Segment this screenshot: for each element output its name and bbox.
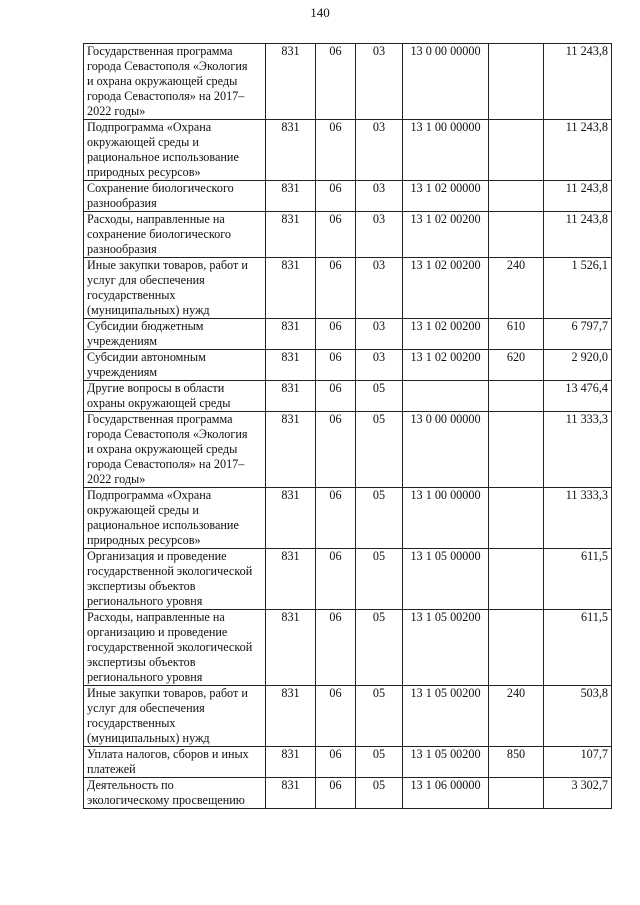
target-article-cell: 13 1 06 00000 (403, 778, 489, 809)
amount-cell: 11 243,8 (544, 120, 612, 181)
ministry-code-cell: 831 (266, 319, 316, 350)
item-name-line: государственных (87, 288, 176, 302)
section-code-cell: 06 (316, 778, 356, 809)
expense-type-cell (489, 610, 544, 686)
amount-cell: 3 302,7 (544, 778, 612, 809)
section-code-cell: 06 (316, 412, 356, 488)
expense-type-cell: 610 (489, 319, 544, 350)
amount-cell: 11 333,3 (544, 412, 612, 488)
expense-type-cell (489, 549, 544, 610)
item-name-line: Другие вопросы в области (87, 381, 225, 395)
ministry-code-cell: 831 (266, 610, 316, 686)
item-name-line: 2022 годы» (87, 104, 146, 118)
table-row (84, 778, 612, 809)
section-code-cell: 06 (316, 381, 356, 412)
item-name-line: рациональное использование (87, 150, 239, 164)
item-name-cell (84, 350, 266, 381)
item-name-line: города Севастополя» на 2017– (87, 89, 245, 103)
item-name-line: природных ресурсов» (87, 533, 201, 547)
subsection-code-cell: 03 (356, 44, 403, 120)
item-name-cell (84, 549, 266, 610)
table-row (84, 258, 612, 319)
item-name-line: 2022 годы» (87, 472, 146, 486)
expense-type-cell: 240 (489, 258, 544, 319)
ministry-code-cell: 831 (266, 44, 316, 120)
amount-cell: 6 797,7 (544, 319, 612, 350)
item-name-line: Организация и проведение (87, 549, 227, 563)
subsection-code-cell: 05 (356, 686, 403, 747)
subsection-code-cell: 05 (356, 778, 403, 809)
item-name-line: услуг для обеспечения (87, 273, 205, 287)
section-code-cell: 06 (316, 212, 356, 258)
target-article-cell: 13 1 02 00200 (403, 350, 489, 381)
item-name-line: государственной экологической (87, 640, 253, 654)
item-name-cell (84, 412, 266, 488)
budget-table (83, 43, 612, 809)
item-name-line: города Севастополя «Экология (87, 427, 248, 441)
ministry-code-cell: 831 (266, 747, 316, 778)
item-name-cell (84, 181, 266, 212)
table-row (84, 610, 612, 686)
item-name-line: государственной экологической (87, 564, 253, 578)
item-name-line: города Севастополя» на 2017– (87, 457, 245, 471)
table-row (84, 120, 612, 181)
page-number: 140 (310, 5, 330, 20)
table-row (84, 381, 612, 412)
expense-type-cell (489, 412, 544, 488)
subsection-code-cell: 03 (356, 120, 403, 181)
item-name-line: Сохранение биологического (87, 181, 234, 195)
amount-cell: 13 476,4 (544, 381, 612, 412)
target-article-cell: 13 1 05 00200 (403, 747, 489, 778)
item-name-cell (84, 212, 266, 258)
expense-type-cell: 620 (489, 350, 544, 381)
item-name-cell (84, 44, 266, 120)
item-name-line: разнообразия (87, 242, 157, 256)
section-code-cell: 06 (316, 610, 356, 686)
ministry-code-cell: 831 (266, 778, 316, 809)
target-article-cell: 13 1 00 00000 (403, 120, 489, 181)
item-name-line: и охрана окружающей среды (87, 74, 238, 88)
subsection-code-cell: 05 (356, 549, 403, 610)
table-row (84, 488, 612, 549)
subsection-code-cell: 03 (356, 350, 403, 381)
expense-type-cell (489, 381, 544, 412)
item-name-cell (84, 610, 266, 686)
item-name-cell (84, 747, 266, 778)
amount-cell: 2 920,0 (544, 350, 612, 381)
expense-type-cell (489, 120, 544, 181)
target-article-cell: 13 1 02 00000 (403, 181, 489, 212)
expense-type-cell (489, 488, 544, 549)
table-row (84, 350, 612, 381)
item-name-line: платежей (87, 762, 136, 776)
ministry-code-cell: 831 (266, 258, 316, 319)
target-article-cell: 13 1 05 00200 (403, 686, 489, 747)
item-name-line: услуг для обеспечения (87, 701, 205, 715)
target-article-cell: 13 1 02 00200 (403, 258, 489, 319)
ministry-code-cell: 831 (266, 120, 316, 181)
item-name-line: Субсидии бюджетным (87, 319, 204, 333)
table-row (84, 212, 612, 258)
item-name-line: Субсидии автономным (87, 350, 206, 364)
target-article-cell (403, 381, 489, 412)
table-row (84, 181, 612, 212)
item-name-line: охраны окружающей среды (87, 396, 231, 410)
section-code-cell: 06 (316, 181, 356, 212)
item-name-cell (84, 488, 266, 549)
amount-cell: 107,7 (544, 747, 612, 778)
item-name-line: (муниципальных) нужд (87, 731, 210, 745)
target-article-cell: 13 1 05 00200 (403, 610, 489, 686)
ministry-code-cell: 831 (266, 686, 316, 747)
table-row (84, 747, 612, 778)
table-row (84, 549, 612, 610)
item-name-line: окружающей среды и (87, 503, 199, 517)
section-code-cell: 06 (316, 319, 356, 350)
amount-cell: 611,5 (544, 549, 612, 610)
amount-cell: 11 243,8 (544, 44, 612, 120)
item-name-line: Подпрограмма «Охрана (87, 120, 212, 134)
subsection-code-cell: 05 (356, 412, 403, 488)
subsection-code-cell: 03 (356, 181, 403, 212)
amount-cell: 611,5 (544, 610, 612, 686)
item-name-line: учреждениям (87, 365, 158, 379)
item-name-line: города Севастополя «Экология (87, 59, 248, 73)
ministry-code-cell: 831 (266, 488, 316, 549)
item-name-line: Иные закупки товаров, работ и (87, 686, 248, 700)
section-code-cell: 06 (316, 350, 356, 381)
item-name-line: учреждениям (87, 334, 158, 348)
ministry-code-cell: 831 (266, 549, 316, 610)
target-article-cell: 13 1 05 00000 (403, 549, 489, 610)
section-code-cell: 06 (316, 120, 356, 181)
table-row (84, 44, 612, 120)
item-name-line: Государственная программа (87, 44, 233, 58)
subsection-code-cell: 05 (356, 381, 403, 412)
expense-type-cell (489, 44, 544, 120)
item-name-line: Деятельность по (87, 778, 174, 792)
amount-cell: 11 243,8 (544, 212, 612, 258)
item-name-line: рациональное использование (87, 518, 239, 532)
item-name-line: и охрана окружающей среды (87, 442, 238, 456)
amount-cell: 11 333,3 (544, 488, 612, 549)
expense-type-cell (489, 212, 544, 258)
item-name-line: экологическому просвещению (87, 793, 245, 807)
expense-type-cell (489, 181, 544, 212)
item-name-line: регионального уровня (87, 594, 203, 608)
table-row (84, 686, 612, 747)
item-name-line: (муниципальных) нужд (87, 303, 210, 317)
subsection-code-cell: 03 (356, 258, 403, 319)
item-name-line: окружающей среды и (87, 135, 199, 149)
expense-type-cell: 850 (489, 747, 544, 778)
section-code-cell: 06 (316, 44, 356, 120)
item-name-line: регионального уровня (87, 670, 203, 684)
item-name-cell (84, 686, 266, 747)
table-row (84, 319, 612, 350)
target-article-cell: 13 1 02 00200 (403, 212, 489, 258)
item-name-line: природных ресурсов» (87, 165, 201, 179)
item-name-line: экспертизы объектов (87, 579, 196, 593)
item-name-line: Расходы, направленные на (87, 610, 225, 624)
ministry-code-cell: 831 (266, 350, 316, 381)
subsection-code-cell: 03 (356, 319, 403, 350)
item-name-line: экспертизы объектов (87, 655, 196, 669)
subsection-code-cell: 05 (356, 610, 403, 686)
subsection-code-cell: 05 (356, 488, 403, 549)
item-name-cell (84, 381, 266, 412)
target-article-cell: 13 0 00 00000 (403, 412, 489, 488)
amount-cell: 503,8 (544, 686, 612, 747)
item-name-line: Уплата налогов, сборов и иных (87, 747, 249, 761)
amount-cell: 1 526,1 (544, 258, 612, 319)
item-name-line: Подпрограмма «Охрана (87, 488, 212, 502)
item-name-line: разнообразия (87, 196, 157, 210)
subsection-code-cell: 03 (356, 212, 403, 258)
item-name-line: Иные закупки товаров, работ и (87, 258, 248, 272)
item-name-line: Расходы, направленные на (87, 212, 225, 226)
target-article-cell: 13 1 02 00200 (403, 319, 489, 350)
item-name-line: сохранение биологического (87, 227, 232, 241)
expense-type-cell: 240 (489, 686, 544, 747)
target-article-cell: 13 0 00 00000 (403, 44, 489, 120)
table-row (84, 412, 612, 488)
ministry-code-cell: 831 (266, 412, 316, 488)
item-name-line: государственных (87, 716, 176, 730)
item-name-line: Государственная программа (87, 412, 233, 426)
ministry-code-cell: 831 (266, 181, 316, 212)
section-code-cell: 06 (316, 686, 356, 747)
ministry-code-cell: 831 (266, 212, 316, 258)
item-name-cell (84, 778, 266, 809)
item-name-cell (84, 120, 266, 181)
amount-cell: 11 243,8 (544, 181, 612, 212)
ministry-code-cell: 831 (266, 381, 316, 412)
expense-type-cell (489, 778, 544, 809)
section-code-cell: 06 (316, 549, 356, 610)
section-code-cell: 06 (316, 258, 356, 319)
item-name-line: организацию и проведение (87, 625, 228, 639)
table-body (84, 44, 612, 809)
target-article-cell: 13 1 00 00000 (403, 488, 489, 549)
section-code-cell: 06 (316, 747, 356, 778)
section-code-cell: 06 (316, 488, 356, 549)
subsection-code-cell: 05 (356, 747, 403, 778)
item-name-cell (84, 319, 266, 350)
item-name-cell (84, 258, 266, 319)
